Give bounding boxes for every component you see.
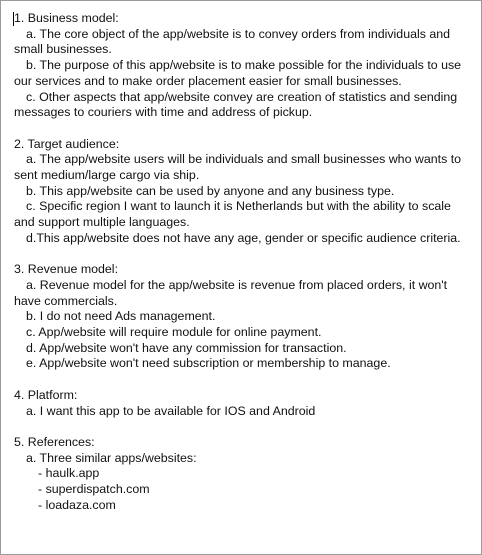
section-revenue-model: [14, 262, 471, 372]
list-item: c. App/website will require module for online payment.: [26, 325, 322, 340]
list-item: b. This app/website can be used by anyone and any business type.: [26, 183, 395, 198]
section-heading: 1. Business model:: [14, 11, 119, 25]
list-item: c. Other aspects that app/website convey are creation of statistics and sending messages to couriers with time and address of pickup.: [14, 89, 458, 120]
list-item: e. App/website won't need subscription or membership to manage.: [26, 356, 391, 371]
section-business-model: [14, 11, 471, 121]
section-references: [14, 435, 471, 514]
section-heading: 2. Target audience:: [14, 136, 120, 151]
reference-link-item: - superdispatch.com: [38, 482, 150, 497]
list-item: d.This app/website does not have any age, gender or specific audience criteria.: [26, 230, 461, 245]
text-cursor: [13, 12, 14, 26]
list-item: b. The purpose of this app/website is to make possible for the individuals to use our services and to make order placement easier for small businesses.: [14, 58, 462, 88]
list-item: c. Specific region I want to launch it is Netherlands but with the ability to scale and support multiple languages.: [14, 199, 451, 230]
list-item: a. The app/website users will be individuals and small businesses who wants to sent medium/large cargo via ship.: [14, 152, 462, 183]
list-item: a. Three similar apps/websites:: [26, 450, 197, 465]
reference-link-item: - haulk.app: [38, 466, 100, 481]
section-heading: 4. Platform:: [14, 387, 78, 402]
list-item: a. I want this app to be available for IOS and Android: [26, 403, 316, 418]
list-item: d. App/website won't have any commission for transaction.: [26, 340, 347, 355]
section-heading: 3. Revenue model:: [14, 262, 119, 277]
section-platform: [14, 388, 471, 419]
section-heading: 5. References:: [14, 434, 95, 449]
list-item: a. Revenue model for the app/website is revenue from placed orders, it won't have commercials.: [14, 277, 448, 308]
reference-link-item: - loadaza.com: [38, 497, 116, 512]
list-item: b. I do not need Ads management.: [26, 309, 216, 324]
list-item: a. The core object of the app/website is to convey orders from individuals and small businesses.: [14, 26, 451, 57]
section-target-audience: [14, 137, 471, 247]
